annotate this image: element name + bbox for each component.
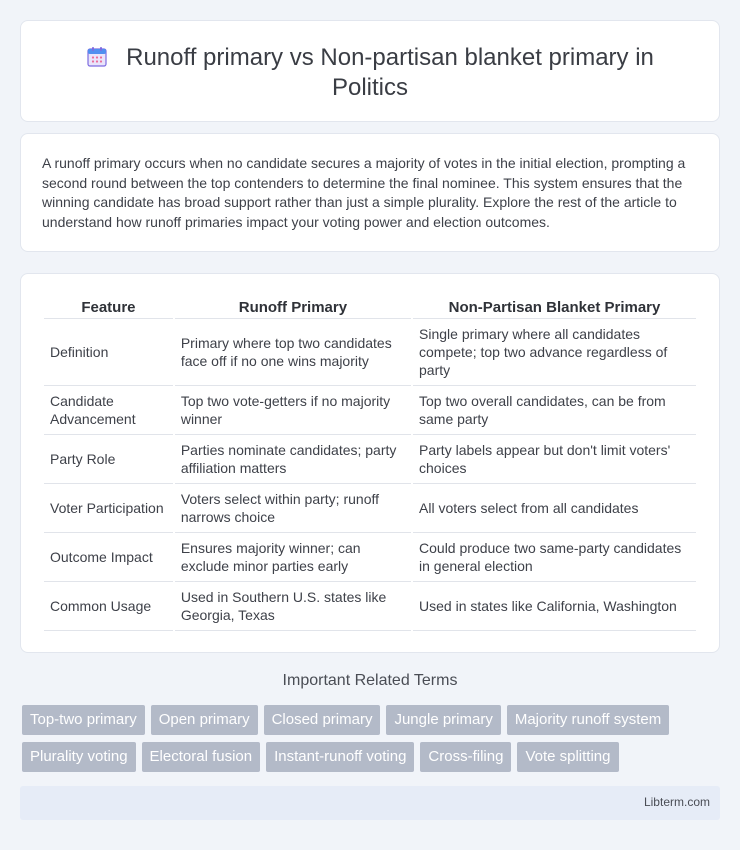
- tag-majority-runoff-system[interactable]: Majority runoff system: [507, 705, 669, 735]
- table-cell: Single primary where all candidates compete; top two advance regardless of party: [413, 319, 696, 386]
- table-cell: Top two vote-getters if no majority winner: [175, 386, 411, 435]
- table-row: [44, 386, 696, 435]
- title-line-2: Politics: [331, 74, 409, 101]
- comparison-table: [42, 297, 698, 631]
- table-cell: Top two overall candidates, can be from same party: [413, 386, 696, 435]
- header-runoff-primary: Runoff Primary: [175, 297, 411, 319]
- table-row: [44, 319, 696, 386]
- intro-paragraph: A runoff primary occurs when no candidate secures a majority of votes in the initial election, prompting a second round between the top contenders to determine the final nominee. This system ensures that the winning candidate has broad support rather than just a simple plurality. Explore the rest of the article to understand how runoff primaries impact your voting power and election outcomes.: [42, 155, 686, 230]
- title-line-1: [21, 43, 719, 73]
- table-row: [44, 582, 696, 631]
- table-header-row: [44, 297, 696, 319]
- table-row: [44, 484, 696, 533]
- title-card: [20, 20, 720, 122]
- tag-plurality-voting[interactable]: Plurality voting: [22, 742, 136, 772]
- table-cell: Party Role: [44, 435, 173, 484]
- table-cell: Outcome Impact: [44, 533, 173, 582]
- tag-vote-splitting[interactable]: Vote splitting: [517, 742, 618, 772]
- table-cell: Parties nominate candidates; party affiliation matters: [175, 435, 411, 484]
- page-title: [21, 43, 719, 103]
- table-cell: Used in states like California, Washington: [413, 582, 696, 631]
- table-cell: Voter Participation: [44, 484, 173, 533]
- table-cell: Voters select within party; runoff narrows choice: [175, 484, 411, 533]
- tag-jungle-primary[interactable]: Jungle primary: [386, 705, 500, 735]
- related-terms-title: Important Related Terms: [282, 672, 458, 689]
- table-cell: Candidate Advancement: [44, 386, 173, 435]
- table-cell: Used in Southern U.S. states like Georgia, Texas: [175, 582, 411, 631]
- table-cell: Definition: [44, 319, 173, 386]
- table-row: [44, 435, 696, 484]
- calendar-icon: [86, 46, 108, 68]
- related-terms-list: [22, 705, 722, 779]
- table-cell: Primary where top two candidates face off if no one wins majority: [175, 319, 411, 386]
- tag-open-primary[interactable]: Open primary: [151, 705, 258, 735]
- tag-electoral-fusion[interactable]: Electoral fusion: [142, 742, 261, 772]
- footer-site-link[interactable]: Libterm.com: [643, 795, 710, 809]
- table-cell: All voters select from all candidates: [413, 484, 696, 533]
- intro-card: [20, 133, 720, 252]
- tag-closed-primary[interactable]: Closed primary: [264, 705, 381, 735]
- tag-instant-runoff-voting[interactable]: Instant-runoff voting: [266, 742, 414, 772]
- header-blanket-primary: Non-Partisan Blanket Primary: [413, 297, 696, 319]
- tag-top-two-primary[interactable]: Top-two primary: [22, 705, 145, 735]
- table-row: [44, 533, 696, 582]
- tag-row-1: [22, 705, 722, 735]
- tag-row-2: [22, 742, 722, 772]
- header-feature: Feature: [44, 297, 173, 319]
- comparison-card: [20, 273, 720, 653]
- table-cell: Party labels appear but don't limit voters' choices: [413, 435, 696, 484]
- table-cell: Ensures majority winner; can exclude minor parties early: [175, 533, 411, 582]
- table-cell: Common Usage: [44, 582, 173, 631]
- tag-cross-filing[interactable]: Cross-filing: [420, 742, 511, 772]
- title-text-1: Runoff primary vs Non-partisan blanket primary in: [126, 44, 654, 71]
- table-cell: Could produce two same-party candidates in general election: [413, 533, 696, 582]
- footer: [20, 786, 720, 820]
